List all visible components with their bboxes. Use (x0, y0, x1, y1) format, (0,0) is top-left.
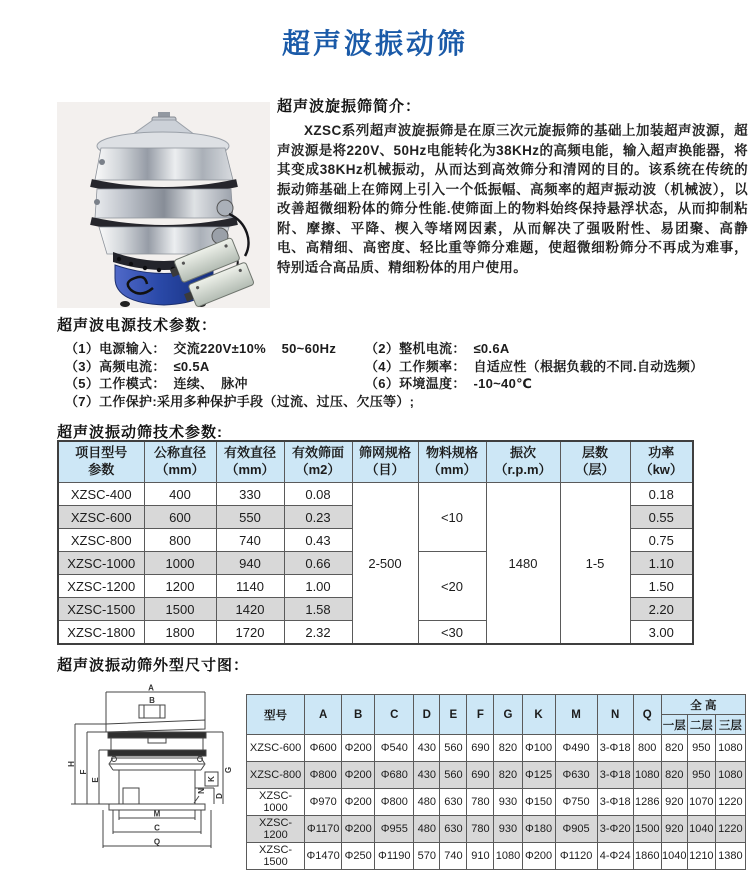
table-cell: 3-Φ18 (597, 789, 633, 816)
table-cell: 1210 (687, 843, 715, 870)
table-row (247, 816, 746, 843)
table-cell: 330 (216, 483, 284, 506)
header-row (247, 695, 746, 715)
dim-label-n: N (197, 788, 206, 794)
table-cell: Φ1190 (375, 843, 414, 870)
table-cell: Φ200 (522, 843, 555, 870)
dim-label-h: H (67, 761, 76, 767)
power-param-item: （6）环境温度： -10~40℃ (365, 376, 533, 391)
table-cell: 1080 (633, 762, 661, 789)
table-cell: 1000 (144, 552, 216, 575)
column-header: 振次 （r.p.m） (486, 441, 560, 483)
column-header: 型号 (247, 695, 305, 735)
header-row (58, 441, 693, 483)
table-cell: 1140 (216, 575, 284, 598)
table-cell: XZSC-800 (247, 762, 305, 789)
dim-label-g: G (224, 766, 233, 774)
table-cell: XZSC-1200 (247, 816, 305, 843)
table-cell: 1286 (633, 789, 661, 816)
merged-cell: <10 (418, 483, 486, 552)
column-header: 物料规格 （mm） (418, 441, 486, 483)
table-cell: 4-Φ24 (597, 843, 633, 870)
table-cell: Φ200 (342, 735, 375, 762)
column-header: A (305, 695, 342, 735)
column-header: N (597, 695, 633, 735)
dim-label-c: C (154, 823, 160, 833)
table-cell: 780 (467, 789, 494, 816)
power-params-heading: 超声波电源技术参数： (57, 317, 218, 334)
table-cell: 430 (414, 735, 440, 762)
dim-label-f: F (79, 769, 88, 775)
table-cell: 3.00 (630, 621, 693, 645)
merged-cell: 2-500 (352, 483, 418, 645)
power-params-grid (57, 340, 749, 410)
table-cell: 560 (440, 735, 467, 762)
table-cell: 1.50 (630, 575, 693, 598)
table-cell: 0.75 (630, 529, 693, 552)
table-cell: XZSC-1200 (58, 575, 144, 598)
column-header: 功率 （kw） (630, 441, 693, 483)
dim-label-k: K (207, 776, 216, 782)
table-cell: 820 (661, 762, 687, 789)
table-cell: 820 (494, 762, 522, 789)
table-cell: Φ1120 (555, 843, 597, 870)
table-cell: 820 (494, 735, 522, 762)
table-cell: 1.00 (284, 575, 352, 598)
power-param-item: （2）整机电流： ≤0.6A (365, 341, 510, 356)
table-cell: Φ490 (555, 735, 597, 762)
table-cell: Φ150 (522, 789, 555, 816)
table-cell: Φ100 (522, 735, 555, 762)
table-cell: XZSC-600 (58, 506, 144, 529)
column-header: M (555, 695, 597, 735)
dimension-table (246, 694, 746, 870)
table-cell: Φ800 (305, 762, 342, 789)
table-cell: Φ200 (342, 789, 375, 816)
table-cell: 930 (494, 789, 522, 816)
dim-label-b: B (149, 696, 155, 705)
table-cell: Φ970 (305, 789, 342, 816)
table-cell: 910 (467, 843, 494, 870)
dim-label-m: M (153, 809, 161, 819)
table-cell: 1080 (715, 762, 745, 789)
table-cell: 3-Φ18 (597, 735, 633, 762)
table-cell: Φ600 (305, 735, 342, 762)
column-header: G (494, 695, 522, 735)
table-cell: 0.43 (284, 529, 352, 552)
table-cell: 690 (467, 762, 494, 789)
table-cell: 950 (687, 735, 715, 762)
table-cell: 1080 (715, 735, 745, 762)
table-cell: 740 (216, 529, 284, 552)
table-cell: 630 (440, 816, 467, 843)
column-header: 项目型号 参数 (58, 441, 144, 483)
column-header-total-height: 全 高 (661, 695, 745, 715)
table-cell: 1420 (216, 598, 284, 621)
table-cell: XZSC-800 (58, 529, 144, 552)
table-cell: 2.20 (630, 598, 693, 621)
dimension-diagram (53, 684, 243, 872)
table-cell: 0.23 (284, 506, 352, 529)
table-row (247, 735, 746, 762)
table-cell: Φ180 (522, 816, 555, 843)
table-cell: 800 (144, 529, 216, 552)
table-cell: 430 (414, 762, 440, 789)
table-cell: 690 (467, 735, 494, 762)
page-title: 超声波振动筛 (281, 28, 468, 59)
table-cell: 1380 (715, 843, 745, 870)
tech-params-table-wrap (57, 440, 694, 645)
table-cell: 800 (633, 735, 661, 762)
table-cell: 0.08 (284, 483, 352, 506)
table-cell: Φ200 (342, 762, 375, 789)
table-cell: Φ200 (342, 816, 375, 843)
column-header: 公称直径 （mm） (144, 441, 216, 483)
table-cell: 480 (414, 816, 440, 843)
power-param-item: （4）工作频率： 自适应性（根据负载的不同.自动选频） (365, 358, 704, 374)
table-cell: 1.58 (284, 598, 352, 621)
table-cell: Φ1470 (305, 843, 342, 870)
table-cell: Φ125 (522, 762, 555, 789)
power-param-row (57, 340, 749, 358)
table-cell: 560 (440, 762, 467, 789)
table-cell: 780 (467, 816, 494, 843)
table-cell: 940 (216, 552, 284, 575)
table-cell: 600 (144, 506, 216, 529)
table-cell: Φ250 (342, 843, 375, 870)
table-cell: Φ800 (375, 789, 414, 816)
dim-label-a: A (148, 684, 154, 693)
table-cell: 3-Φ20 (597, 816, 633, 843)
table-cell: Φ1170 (305, 816, 342, 843)
tech-table-heading: 超声波振动筛技术参数: (57, 424, 223, 441)
column-subheader: 二层 (687, 715, 715, 735)
intro-heading: 超声波旋振筛简介： (277, 98, 422, 115)
table-cell: 1220 (715, 789, 745, 816)
table-cell: 0.55 (630, 506, 693, 529)
table-cell: 630 (440, 789, 467, 816)
dim-label-d: D (215, 793, 224, 799)
table-cell: 1500 (144, 598, 216, 621)
dimension-heading: 超声波振动筛外型尺寸图： (57, 657, 250, 674)
column-header: Q (633, 695, 661, 735)
table-cell: 920 (661, 816, 687, 843)
column-subheader: 一层 (661, 715, 687, 735)
power-param-item: （5）工作模式： 连续、 脉冲 (65, 376, 248, 391)
column-header: 层数 （层） (560, 441, 630, 483)
column-header: K (522, 695, 555, 735)
table-cell: Φ905 (555, 816, 597, 843)
column-header: F (467, 695, 494, 735)
power-param-item: （1）电源输入： 交流220V±10% 50~60Hz (65, 341, 337, 356)
table-row (247, 789, 746, 816)
column-header: 有效筛面 （m2） (284, 441, 352, 483)
table-cell: 1.10 (630, 552, 693, 575)
table-cell: 950 (687, 762, 715, 789)
column-header: E (440, 695, 467, 735)
table-cell: 480 (414, 789, 440, 816)
table-cell: XZSC-1000 (247, 789, 305, 816)
power-param-item: （3）高频电流： ≤0.5A (65, 358, 210, 374)
dim-label-q: Q (153, 837, 161, 847)
power-params-section (57, 314, 749, 410)
power-param-row (57, 393, 749, 411)
table-cell: 1220 (715, 816, 745, 843)
table-cell: 1720 (216, 621, 284, 645)
dimension-table-wrap (246, 694, 746, 870)
table-cell: 550 (216, 506, 284, 529)
merged-cell: <20 (418, 552, 486, 621)
power-param-row (57, 358, 749, 376)
table-cell: 1070 (687, 789, 715, 816)
table-cell: 3-Φ18 (597, 762, 633, 789)
intro-section (277, 95, 748, 277)
table-cell: 1200 (144, 575, 216, 598)
table-cell: 2.32 (284, 621, 352, 645)
column-subheader: 三层 (715, 715, 745, 735)
table-cell: Φ630 (555, 762, 597, 789)
dim-label-e: E (91, 777, 100, 783)
merged-cell: 1-5 (560, 483, 630, 645)
table-cell: Φ955 (375, 816, 414, 843)
column-header: 筛网规格 （目） (352, 441, 418, 483)
column-header: B (342, 695, 375, 735)
column-header: 有效直径 （mm） (216, 441, 284, 483)
table-cell: 1040 (687, 816, 715, 843)
table-cell: Φ680 (375, 762, 414, 789)
vibrating-sieve-photo-illustration (57, 102, 270, 308)
table-cell: Φ540 (375, 735, 414, 762)
table-cell: XZSC-1500 (58, 598, 144, 621)
table-cell: 1080 (494, 843, 522, 870)
power-param-item: （7）工作保护:采用多种保护手段（过流、过压、欠压等）; (65, 393, 415, 409)
tech-params-table (57, 440, 694, 645)
column-header: D (414, 695, 440, 735)
column-header: C (375, 695, 414, 735)
table-cell: 820 (661, 735, 687, 762)
table-cell: XZSC-1000 (58, 552, 144, 575)
table-cell: 1040 (661, 843, 687, 870)
intro-paragraph: XZSC系列超声波旋振筛是在原三次元旋振筛的基础上加装超声波源，超声波源是将220V、50Hz电能转化为38KHz的高频电能，输入超声换能器，将其变成38KHz机械振动，从而达到高效筛分和清网的目的。该系统在传统的振动筛基础上在筛网上引入一个低振幅、高频率的超声振动波（机械波），以改善超微细粉体的筛分性能.使筛面上的物料始终保持悬浮状态，从而抑制粘附、摩擦、平降、楔入等堵网因素，从而解决了强吸附性、易团聚、高静电、高精细、高密度、轻比重等筛分难题，使超微细粉筛分不再成为难事，特别适合高品质、精细粉体的用户使用。 (277, 123, 748, 275)
table-cell: 570 (414, 843, 440, 870)
table-cell: 920 (661, 789, 687, 816)
table-cell: 740 (440, 843, 467, 870)
table-cell: Φ750 (555, 789, 597, 816)
table-row (247, 762, 746, 789)
table-row (247, 843, 746, 870)
table-cell: 0.66 (284, 552, 352, 575)
power-param-row (57, 375, 749, 393)
table-cell: 0.18 (630, 483, 693, 506)
table-cell: 1500 (633, 816, 661, 843)
merged-cell: 1480 (486, 483, 560, 645)
product-photo (57, 102, 270, 308)
table-cell: XZSC-1500 (247, 843, 305, 870)
table-cell: 400 (144, 483, 216, 506)
table-cell: XZSC-1800 (58, 621, 144, 645)
table-cell: 1800 (144, 621, 216, 645)
table-cell: <30 (418, 621, 486, 645)
table-cell: 930 (494, 816, 522, 843)
table-cell: XZSC-400 (58, 483, 144, 506)
table-cell: XZSC-600 (247, 735, 305, 762)
table-cell: 1860 (633, 843, 661, 870)
table-row (58, 483, 693, 506)
